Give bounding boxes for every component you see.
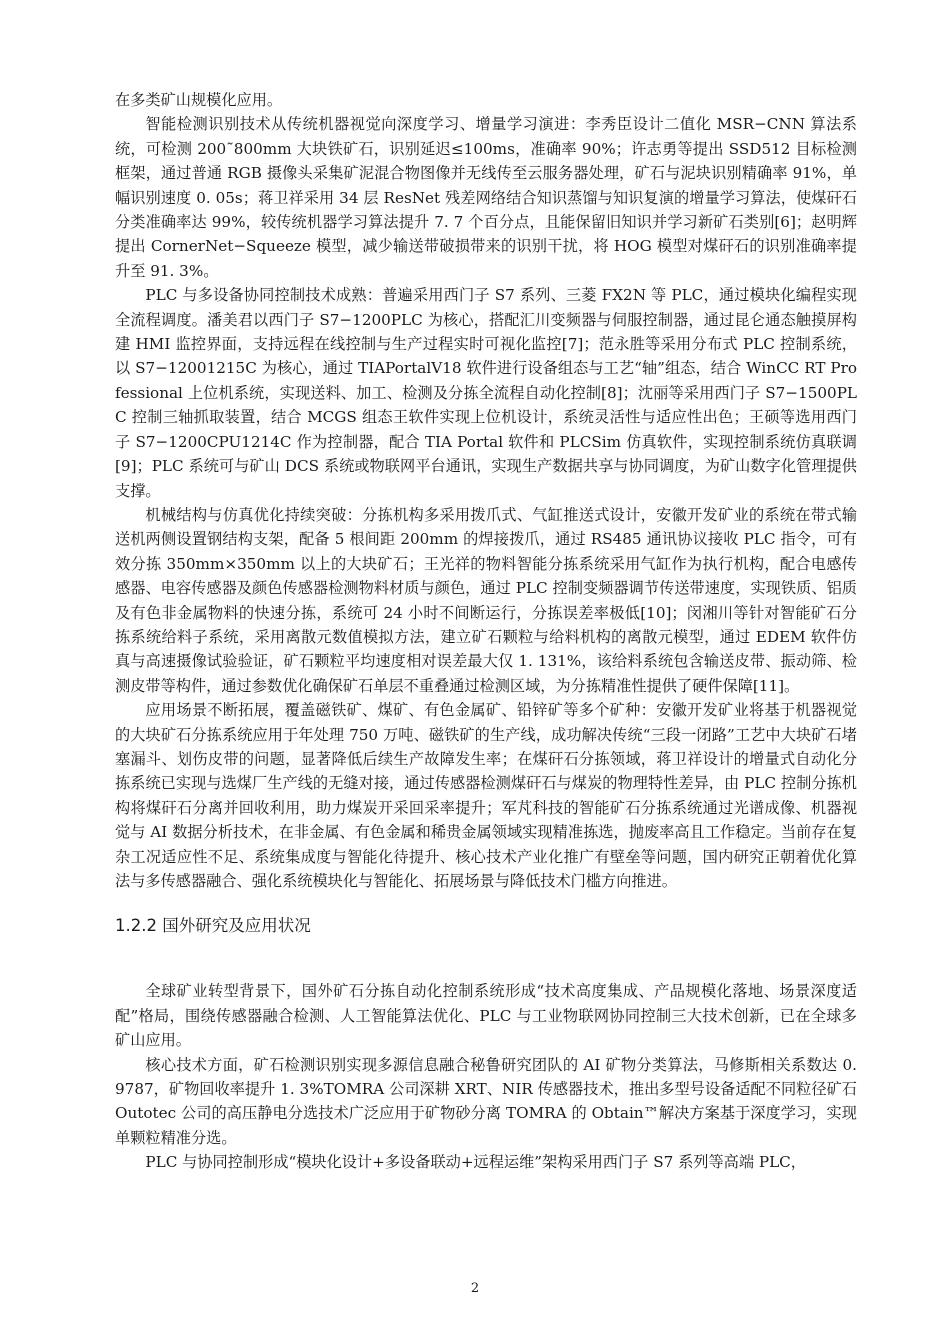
paragraph-plc-control: PLC 与多设备协同控制技术成熟：普遍采用西门子 S7 系列、三菱 FX2N 等 PLC，通过模块化编程实现全流程调度。潘美君以西门子 S7−1200PLC 为核心，搭配汇川变频器与伺服控制器，通过昆仑通态触摸屏构建 HMI 监控界面，支持远程在线控制与生产过程实时可视化监控[7]；范永胜等采用分布式 PLC 控制系统，以 S7−12001215C 为核心，通过 TIAPortalV18 软件进行设备组态与工艺“轴”组态，结合 WinCC RT Professional 上位机系统，实现送料、加工、检测及分拣全流程自动化控制[8]；沈丽等采用西门子 S7−1500PLC 控制三轴抓取装置，结合 MCGS 组态王软件实现上位机设计，系统灵活性与适应性出色；王硕等选用西门子 S7−1200CPU1214C 作为控制器，配合 TIA Portal 软件和 PLCSim 仿真软件，实现控制系统仿真联调[9]；PLC 系统可与矿山 DCS 系统或物联网平台通讯，实现生产数据共享与协同调度，为矿山数字化管理提供支撑。 (115, 286, 857, 500)
paragraph-plc-coordination: PLC 与协同控制形成“模块化设计+多设备联动+远程运维”架构采用西门子 S7 系列等高端 PLC， (145, 1153, 806, 1172)
paragraph-mechanical-structure: 机械结构与仿真优化持续突破：分拣机构多采用拨爪式、气缸推送式设计，安徽开发矿业的系统在带式输送机两侧设置钢结构支架，配备 5 根间距 200mm 的焊接拨爪，通过 RS485 通讯协议接收 PLC 指令，可有效分拣 350mm×350mm 以上的大块矿石；王光祥的物料智能分拣系统采用气缸作为执行机构，配合电感传感器、电容传感器及颜色传感器检测物料材质与颜色，通过 PLC 控制变频器调节传送带速度，实现铁质、铝质及有色非金属物料的快速分拣，系统可 24 小时不间断运行，分拣误差率极低[10]；闵湘川等针对智能矿石分拣系统给料子系统，采用离散元数值模拟方法，建立矿石颗粒与给料机构的离散元模型，通过 EDEM 软件仿真与高速摄像试验验证，矿石颗粒平均速度相对误差最大仅 1. 131%，该给料系统包含输送皮带、振动筛、检测皮带等构件，通过参数优化确保矿石单层不重叠通过检测区域，为分拣精准性提供了硬件保障[11]。 (115, 505, 857, 695)
page-number: 2 (470, 1281, 480, 1296)
document-page (115, 88, 857, 1175)
paragraph-continuation: 在多类矿山规模化应用。 (115, 91, 283, 109)
section-heading: 1.2.2 国外研究及应用状况 (115, 916, 311, 936)
paragraph-core-technology: 核心技术方面，矿石检测识别实现多源信息融合秘鲁研究团队的 AI 矿物分类算法，马修斯相关系数达 0. 9787，矿物回收率提升 1. 3%TOMRA 公司深耕 XRT、NIR 传感器技术，推出多型号设备适配不同粒径矿石 Outotec 公司的高压静电分选技术广泛应用于矿物砂分离 TOMRA 的 Obtain™解决方案基于深度学习，实现单颗粒精准分选。 (115, 1055, 857, 1147)
paragraph-global-background: 全球矿业转型背景下，国外矿石分拣自动化控制系统形成“技术高度集成、产品规模化落地、场景深度适配”格局，围绕传感器融合检测、人工智能算法优化、PLC 与工业物联网协同控制三大技术创新，已在全球多矿山应用。 (115, 982, 857, 1050)
paragraph-detection-recognition: 智能检测识别技术从传统机器视觉向深度学习、增量学习演进：李秀臣设计二值化 MSR−CNN 算法系统，可检测 200˜800mm 大块铁矿石，识别延迟≤100ms，准确率 90%；许志勇等提出 SSD512 目标检测框架，通过普通 RGB 摄像头采集矿泥混合物图像并无线传至云服务器处理，矿石与泥块识别精确率 91%，单幅识别速度 0. 05s；蒋卫祥采用 34 层 ResNet 残差网络结合知识蒸馏与知识复演的增量学习算法，使煤矸石分类准确率达 99%，较传统机器学习算法提升 7. 7 个百分点，且能保留旧知识并学习新矿石类别[6]；赵明辉提出 CornerNet−Squeeze 模型，减少输送带破损带来的识别干扰，将 HOG 模型对煤矸石的识别准确率提升至 91. 3%。 (115, 115, 857, 280)
paragraph-application-scenarios: 应用场景不断拓展，覆盖磁铁矿、煤矿、有色金属矿、铅锌矿等多个矿种：安徽开发矿业将基于机器视觉的大块矿石分拣系统应用于年处理 750 万吨、磁铁矿的生产线，成功解决传统“三段一闭路”工艺中大块矿石堵塞漏斗、划伤皮带的问题，显著降低后续生产故障发生率；在煤矸石分拣领域，蒋卫祥设计的增量式自动化分拣系统已实现与选煤厂生产线的无缝对接，通过传感器检测煤矸石与煤炭的物理特性差异，由 PLC 控制分拣机构将煤矸石分离并回收利用，助力煤炭开采回采率提升；军芃科技的智能矿石分拣系统通过光谱成像、机器视觉与 AI 数据分析技术，在非金属、有色金属和稀贵金属领域实现精准拣选，抛废率高且工作稳定。当前存在复杂工况适应性不足、系统集成度与智能化待提升、核心技术产业化推广有壁垒等问题，国内研究正朝着优化算法与多传感器融合、强化系统模块化与智能化、拓展场景与降低技术门槛方向推进。 (115, 701, 857, 890)
